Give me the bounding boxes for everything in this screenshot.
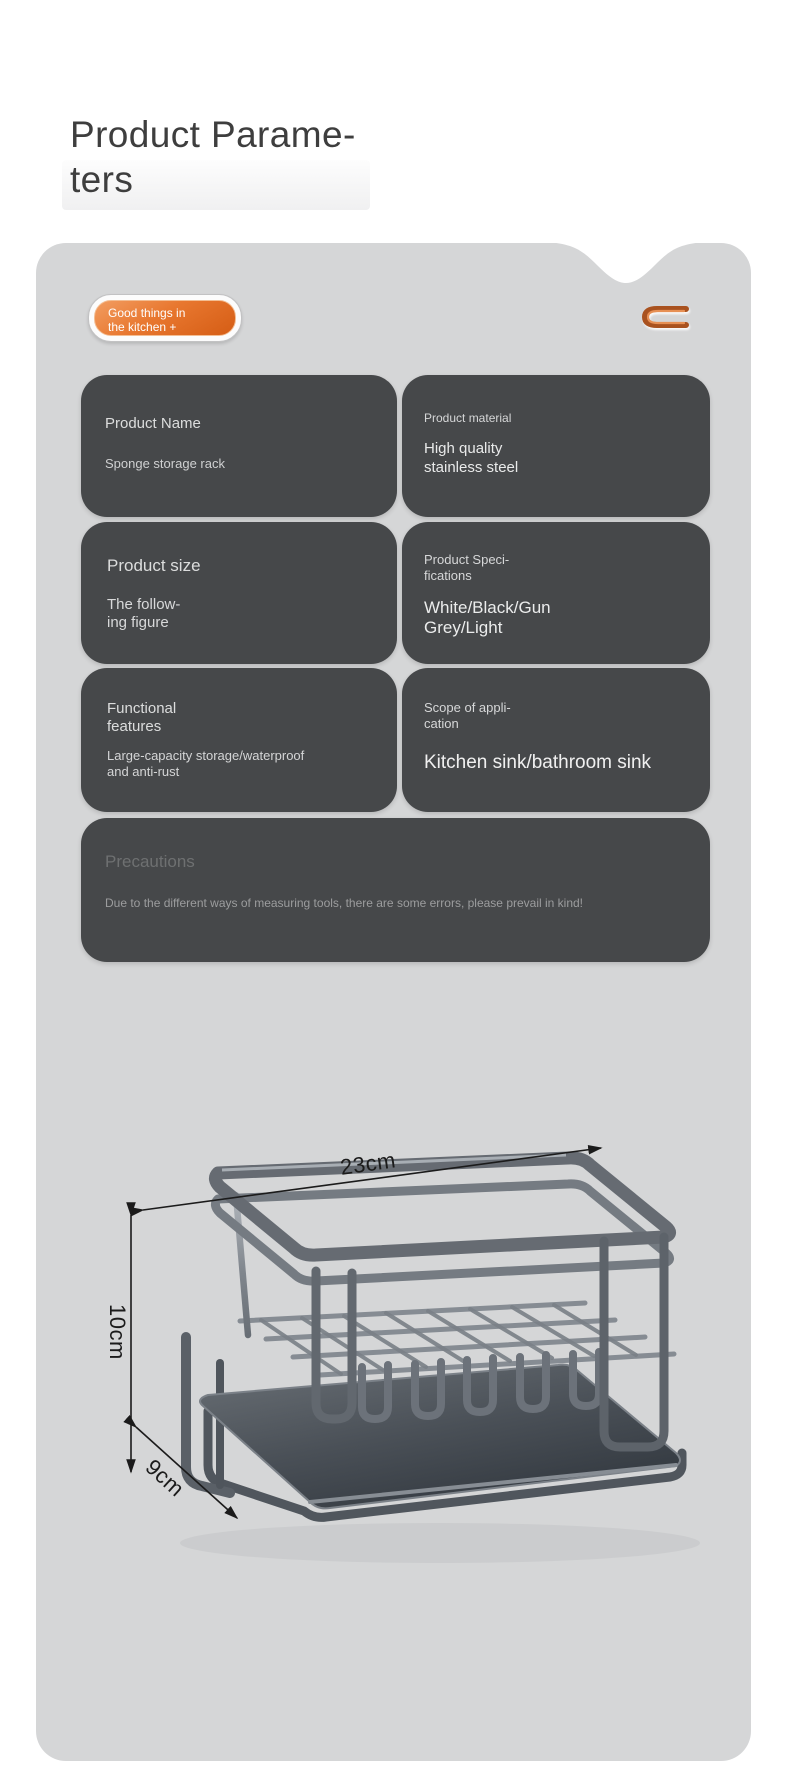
spec-box-functional-features [81,668,397,812]
rack-shadow [180,1523,700,1563]
precautions-label: Precautions [105,852,195,871]
spec-value: White/Black/Gun Grey/Light [424,598,551,637]
card-top-notch [546,242,706,287]
product-photo-sponge-rack [90,1003,710,1583]
page-title-line2: ters [70,159,134,200]
spec-box-scope-of-application [402,668,710,812]
spec-value: Sponge storage rack [105,456,225,471]
spec-box-product-name [81,375,397,517]
spec-value: The follow- ing figure [107,596,181,631]
page-title-line1: Product Parame- [70,114,356,155]
parameters-card [36,243,751,1761]
spec-box-product-material [402,375,710,517]
badge-line2: the kitchen + [108,320,177,334]
width-dimension-label: 23cm [338,1147,398,1180]
spec-label: Product Speci- fications [424,552,510,583]
spec-label: Product material [424,411,512,425]
spec-value: High quality stainless steel [424,440,519,476]
depth-dimension-label: 9cm [140,1454,190,1502]
precautions-box [81,818,710,962]
spec-value: Kitchen sink/bathroom sink [424,752,652,773]
spec-label: Functional features [107,700,177,735]
spec-box-product-specifications [402,522,710,664]
paper-clip-icon [640,303,690,331]
page-title [70,112,356,202]
spec-label: Product size [107,556,201,575]
spec-box-product-size [81,522,397,664]
spec-label: Scope of appli- cation [424,700,511,731]
precautions-text: Due to the different ways of measuring tools, there are some errors, please prevail in kind! [105,896,584,910]
kitchen-badge-pill [94,300,236,336]
badge-line1: Good things in [108,306,186,320]
kitchen-badge [88,294,242,342]
spec-label: Product Name [105,415,201,432]
height-dimension-label: 10cm [105,1304,130,1360]
spec-value: Large-capacity storage/waterproof and anti-rust [107,748,305,779]
